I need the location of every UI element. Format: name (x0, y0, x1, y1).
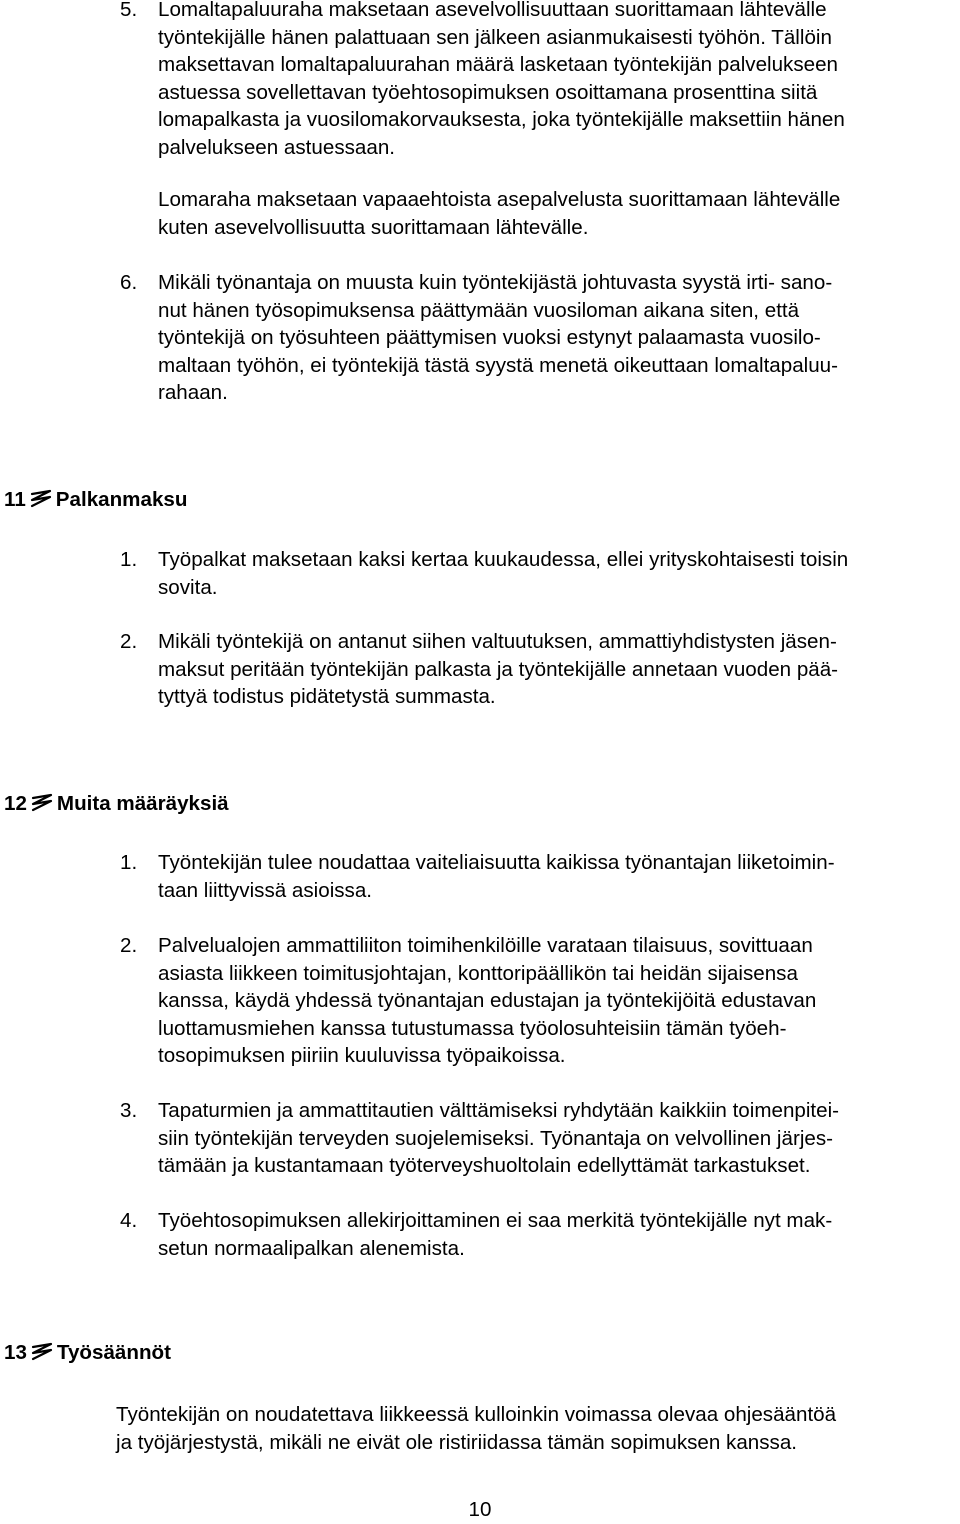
item-text (158, 546, 957, 601)
section-sign-icon (29, 489, 53, 509)
text-line: Työehtosopimuksen allekirjoittaminen ei saa merkitä työntekijälle nyt mak- (158, 1209, 833, 1232)
item-text (158, 932, 957, 1070)
text-line: Lomaltapaluuraha maksetaan asevelvollisuuttaan suorittamaan lähtevälle (158, 0, 827, 21)
section-number: 11 (4, 488, 26, 511)
text-line: Työpalkat maksetaan kaksi kertaa kuukaudessa, ellei yrityskohtaisesti toisin (158, 548, 849, 571)
item-text (158, 849, 957, 904)
page-number: 10 (468, 1498, 492, 1521)
text-line: kanssa, käydä yhdessä työnantajan edustajan ja työntekijöitä edustavan (158, 989, 817, 1013)
text-line: taan liittyvissä asioissa. (158, 878, 373, 902)
item-text (158, 269, 957, 407)
section-heading (4, 1339, 171, 1367)
text-line: Työntekijän tulee noudattaa vaiteliaisuutta kaikissa työnantajan liiketoimin- (158, 851, 835, 874)
text-line: palvelukseen astuessaan. (158, 135, 395, 159)
item-number: 3. (120, 1099, 138, 1122)
item-text (158, 186, 957, 241)
item-number: 4. (120, 1209, 138, 1232)
text-line: tyttyä todistus pidätetystä summasta. (158, 685, 496, 709)
text-line: maksettavan lomaltapaluurahan määrä lasketaan työntekijän palvelukseen (158, 53, 839, 77)
text-line: maksut peritään työntekijän palkasta ja työntekijälle annetaan vuoden pää- (158, 657, 839, 681)
section-title: Palkanmaksu (55, 488, 188, 511)
section-title: Työsäännöt (56, 1341, 171, 1364)
section-number: 13 (4, 1341, 27, 1364)
section-heading (4, 486, 187, 514)
item-number: 2. (120, 934, 138, 957)
text-line: siin työntekijän terveyden suojelemiseksi. Työnantaja on velvollinen järjes- (158, 1126, 833, 1150)
item-number: 1. (120, 851, 138, 874)
text-line: Lomaraha maksetaan vapaaehtoista asepalvelusta suorittamaan lähtevälle (158, 188, 841, 211)
item-number: 5. (120, 0, 138, 21)
text-line: kuten asevelvollisuutta suorittamaan lähtevälle. (158, 215, 589, 239)
text-line: työntekijä on työsuhteen päättymisen vuoksi estynyt palaamasta vuosilo- (158, 326, 821, 350)
text-line: sovita. (158, 575, 218, 599)
text-line: Tapaturmien ja ammattitautien välttämiseksi ryhdytään kaikkiin toimenpitei- (158, 1099, 840, 1122)
item-text (158, 0, 957, 162)
text-line: ja työjärjestystä, mikäli ne eivät ole ristiriidassa tämän sopimuksen kanssa. (116, 1430, 798, 1454)
text-line: lomapalkasta ja vuosilomakorvauksesta, joka työntekijälle maksettiin hänen (158, 108, 845, 132)
item-text (158, 628, 957, 711)
section-number: 12 (4, 792, 27, 815)
text-line: setun normaalipalkan alenemista. (158, 1236, 465, 1260)
item-text (158, 1097, 957, 1180)
section-title: Muita määräyksiä (56, 792, 229, 815)
text-line: maltaan työhön, ei työntekijä tästä syystä menetä oikeuttaan lomaltapaluu- (158, 353, 838, 377)
item-number: 6. (120, 271, 138, 294)
section-sign-icon (30, 793, 54, 813)
item-text (158, 1207, 957, 1262)
section-heading (4, 790, 229, 818)
text-line: rahaan. (158, 381, 228, 405)
item-number: 2. (120, 630, 138, 653)
text-line: nut hänen työsopimuksensa päättymään vuosiloman aikana siten, että (158, 298, 800, 322)
section-sign-icon (30, 1342, 54, 1362)
text-line: tämään ja kustantamaan työterveyshuoltolain edellyttämät tarkastukset. (158, 1154, 811, 1178)
text-line: Mikäli työnantaja on muusta kuin työntekijästä johtuvasta syystä irti- sano- (158, 271, 833, 294)
text-line: asiasta liikkeen toimitusjohtajan, konttoripäällikön tai heidän sijaisensa (158, 961, 798, 985)
text-line: Palvelualojen ammattiliiton toimihenkilöille varataan tilaisuus, sovittuaan (158, 934, 813, 957)
text-line: Työntekijän on noudatettava liikkeessä kulloinkin voimassa olevaa ohjesääntöä (116, 1403, 837, 1426)
paragraph (116, 1401, 958, 1456)
text-line: Mikäli työntekijä on antanut siihen valtuutuksen, ammattiyhdistysten jäsen- (158, 630, 837, 653)
item-number: 1. (120, 548, 138, 571)
text-line: työntekijälle hänen palattuaan sen jälkeen asianmukaisesti työhön. Tällöin (158, 25, 832, 49)
text-line: luottamusmiehen kanssa tutustumassa työolosuhteisiin tämän työeh- (158, 1016, 787, 1040)
text-line: tosopimuksen piiriin kuuluvissa työpaikoissa. (158, 1044, 566, 1068)
text-line: astuessa sovellettavan työehtosopimuksen osoittamana prosenttina siitä (158, 80, 818, 104)
